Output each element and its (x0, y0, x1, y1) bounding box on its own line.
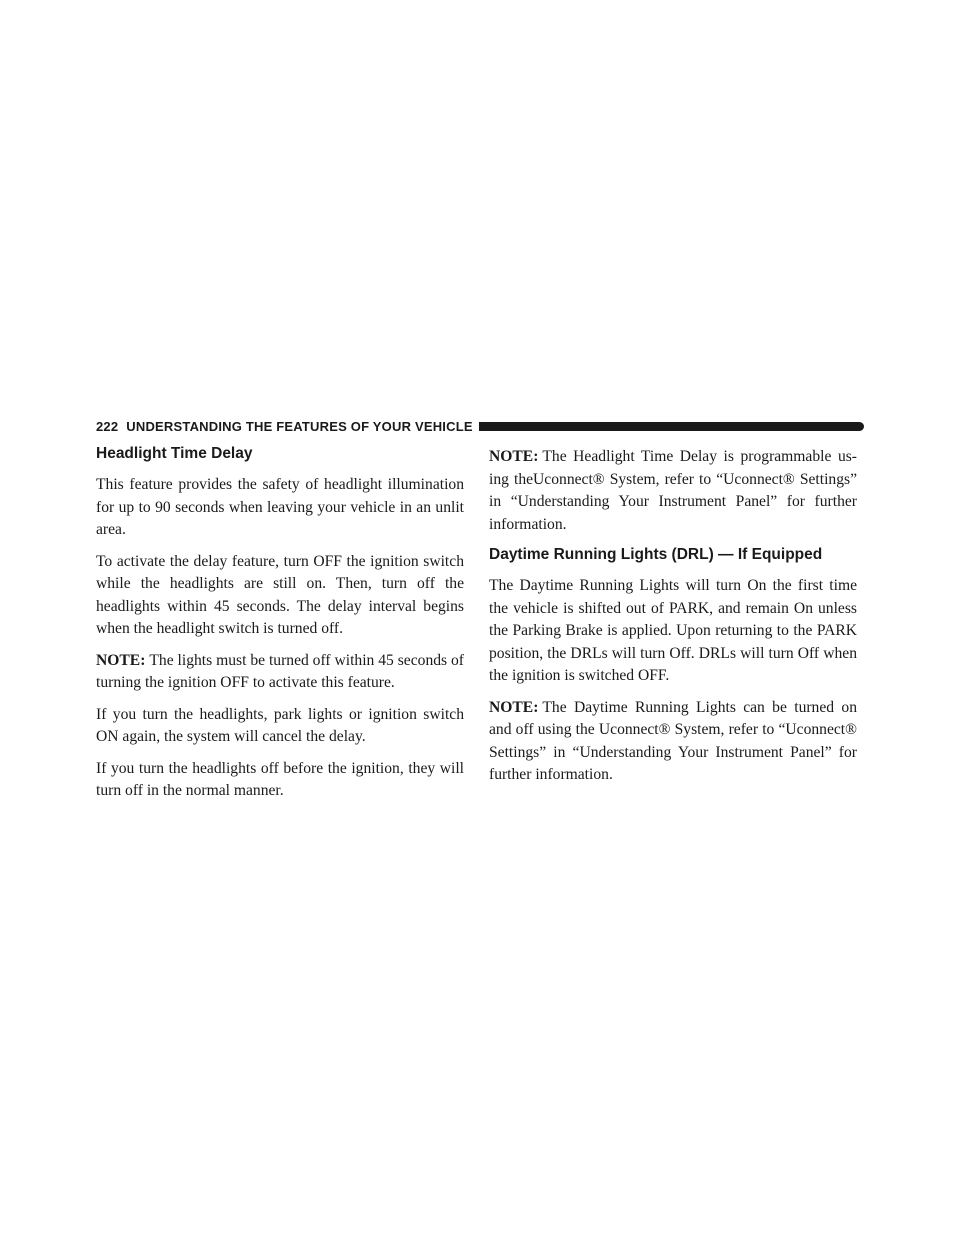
page-number: 222 (96, 418, 119, 434)
note (489, 446, 857, 536)
paragraph: The Daytime Running Lights will turn On the first time the vehicle is shifted out of PARK, and remain On unless the Parking Brake is applied. Upon returning to the PARK position, the DRLs will turn Off. DRLs will turn Off when the ignition is switched OFF. (489, 577, 857, 684)
left-column (96, 440, 464, 812)
note (489, 697, 857, 787)
header-rule (479, 422, 864, 431)
note-label: NOTE: (96, 651, 146, 669)
paragraph: To activate the delay feature, turn OFF the ignition switch while the headlights are still on. Then, turn off the headlights within 45 seconds. The delay interval begins when the headlight switch is turned off. (96, 552, 464, 637)
paragraph: This feature provides the safety of headlight illumination for up to 90 seconds when leaving your vehicle in an unlit area. (96, 476, 464, 538)
drl-heading: Daytime Running Lights (DRL) — If Equipped (489, 546, 823, 563)
note-label: NOTE: (489, 698, 539, 716)
paragraph: If you turn the headlights, park lights or ignition switch ON again, the system will cancel the delay. (96, 705, 464, 745)
section-title: UNDERSTANDING THE FEATURES OF YOUR VEHICLE (126, 418, 473, 434)
note-text: The Daytime Running Lights can be turned on and off using the Uconnect® System, refer to “Uconnect® Settings” in “Understanding Your Instrument Panel” for further information. (489, 698, 857, 783)
headlight-time-delay-heading: Headlight Time Delay (96, 445, 253, 462)
note-text: The Headlight Time Delay is programmable us- ing theUconnect® System, refer to “Uconnect® Settings” in “Understanding Your Instrument Panel” for further information. (489, 448, 857, 533)
note-text: The lights must be turned off within 45 seconds of turning the ignition OFF to activate this feature. (96, 651, 464, 691)
note (96, 650, 464, 695)
note-label: NOTE: (489, 448, 539, 465)
right-column (489, 446, 857, 796)
running-header (96, 416, 864, 436)
paragraph: If you turn the headlights off before the ignition, they will turn off in the normal manner. (96, 759, 464, 799)
